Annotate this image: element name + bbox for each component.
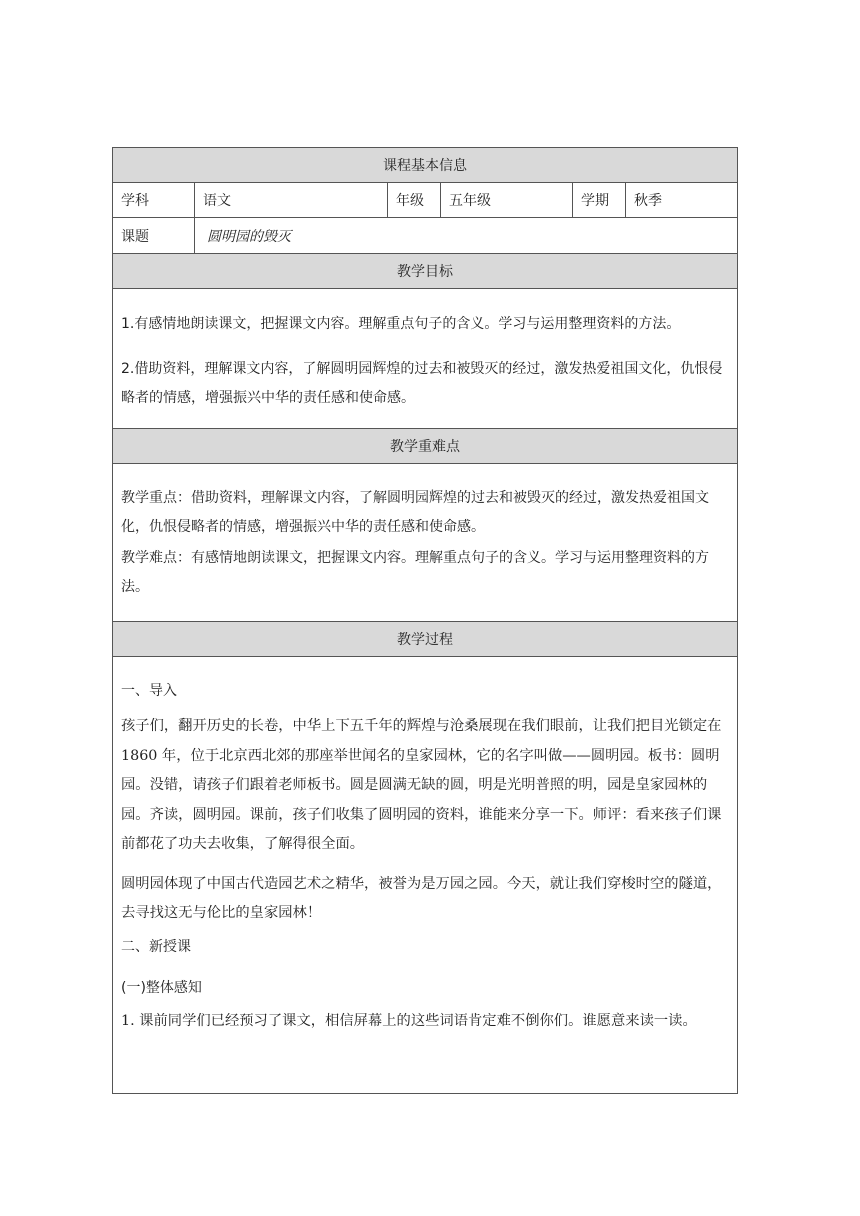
topic-label: 课题 xyxy=(113,218,195,253)
objective-item: 1.有感情地朗读课文，把握课文内容。理解重点句子的含义。学习与运用整理资料的方法。 xyxy=(121,316,681,332)
new-lesson-title: 二、新授课 xyxy=(121,938,191,955)
objectives-body xyxy=(113,289,737,429)
overview-paragraph: 1. 课前同学们已经预习了课文，相信屏幕上的这些词语肯定难不倒你们。谁愿意来读一读。 xyxy=(121,1012,697,1029)
objective-item: 2.借助资料，理解课文内容，了解圆明园辉煌的过去和被毁灭的经过，激发热爱祖国文化，仇恨侵略者的情感，增强振兴中华的责任感和使命感。 xyxy=(121,361,723,406)
term-value: 秋季 xyxy=(634,193,662,209)
intro-paragraph: 孩子们，翻开历史的长卷，中华上下五千年的辉煌与沧桑展现在我们眼前，让我们把目光锁定在 1860 年，位于北京西北郊的那座举世闻名的皇家园林，它的名字叫做——圆明园。板书：圆明园。没错，请孩子们跟着老师板书。圆是圆满无缺的圆，明是光明普照的明，园是皇家园林的园。齐读，圆明园。课前，孩子们收集了圆明园的资料，谁能来分享一下。师评：看来孩子们课前都花了功夫去收集，了解得很全面。 xyxy=(121,718,722,852)
topic-value: 圆明园的毁灭 xyxy=(207,228,291,245)
basic-info-header: 课程基本信息 xyxy=(113,148,737,183)
grade-value: 五年级 xyxy=(441,183,573,217)
lesson-plan-table xyxy=(112,147,738,1094)
subject-value: 语文 xyxy=(195,183,388,217)
intro-title: 一、导入 xyxy=(121,683,177,699)
intro-paragraph: 圆明园体现了中国古代造园艺术之精华，被誉为是万园之园。今天，就让我们穿梭时空的隧道，去寻找这无与伦比的皇家园林！ xyxy=(121,875,722,921)
key-points-body xyxy=(113,464,737,622)
topic-row xyxy=(113,218,737,254)
key-points-header: 教学重难点 xyxy=(113,429,737,464)
teaching-focus: 教学重点：借助资料，理解课文内容，了解圆明园辉煌的过去和被毁灭的经过，激发热爱祖国文化，仇恨侵略者的情感，增强振兴中华的责任感和使命感。 xyxy=(121,490,709,535)
term-label: 学期 xyxy=(573,183,626,217)
subject-label: 学科 xyxy=(113,183,195,217)
overview-title: (一)整体感知 xyxy=(121,979,202,996)
basic-info-row xyxy=(113,183,737,218)
objectives-header: 教学目标 xyxy=(113,254,737,289)
process-body xyxy=(113,657,737,1093)
process-header: 教学过程 xyxy=(113,622,737,657)
grade-label: 年级 xyxy=(388,183,441,217)
teaching-difficulty: 教学难点：有感情地朗读课文，把握课文内容。理解重点句子的含义。学习与运用整理资料的方法。 xyxy=(121,550,709,595)
